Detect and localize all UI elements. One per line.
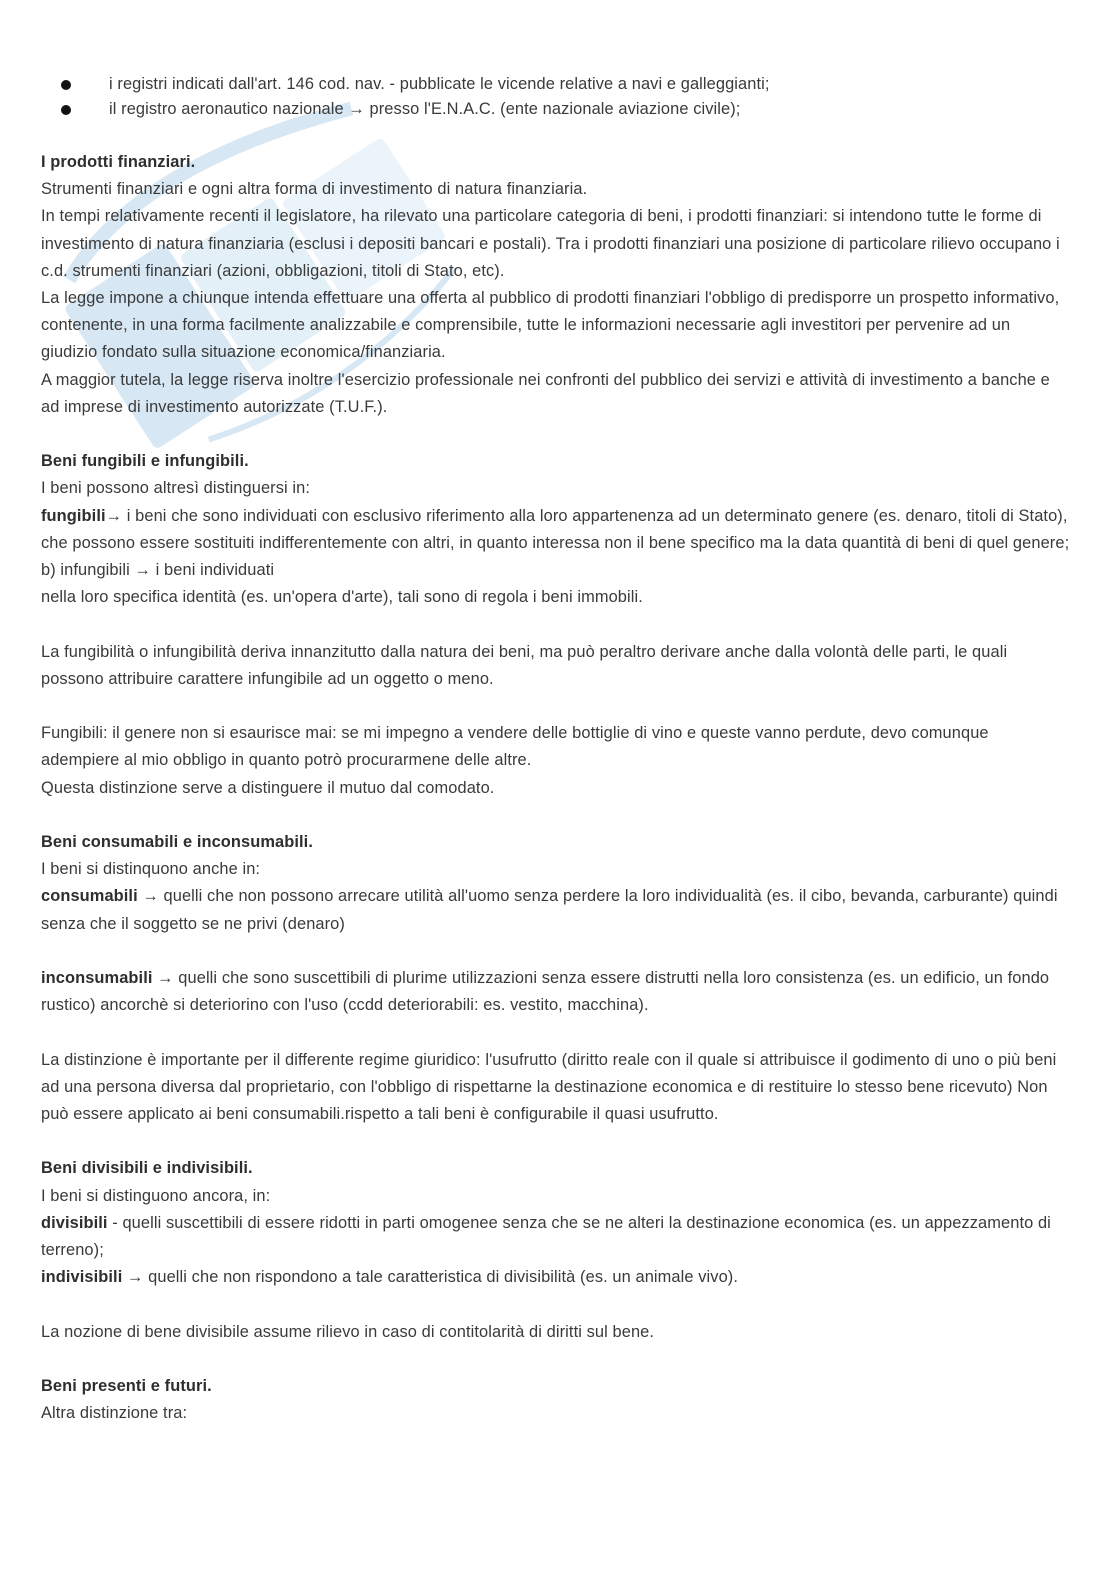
paragraph: La fungibilità o infungibilità deriva innanzitutto dalla natura dei beni, ma può peraltro derivare anche dalla volontà delle parti, le quali possono attribuire carattere infungibile ad un oggetto o meno. [41,642,1008,688]
list-item: il registro aeronautico nazionale → presso l'E.N.A.C. (ente nazionale aviazione civile); [41,97,1071,122]
section-beni-divisibili [41,1155,1071,1345]
paragraph: Strumenti finanziari e ogni altra forma di investimento di natura finanziaria. [41,180,588,199]
section-heading: Beni fungibili e infungibili. [41,452,249,471]
section-heading: I prodotti finanziari. [41,153,196,171]
paragraph: La distinzione è importante per il differente regime giuridico: l'usufrutto (diritto reale con il quale si attribuisce il godimento di uno o più beni ad una persona diversa dal proprietario, con l'obbligo di rispettarne la destinazione economica e di restituire lo stesso bene ricevuto) Non può essere applicato ai beni consumabili.rispetto a tali beni è configurabile il quasi usufrutto. [41,1050,1057,1124]
section-prodotti-finanziari [41,149,1071,421]
section-beni-fungibili [41,448,1071,802]
paragraph: divisibili - quelli suscettibili di essere ridotti in parti omogenee senza che se ne alteri la destinazione economica (es. un appezzamento di terreno); [41,1213,1051,1260]
section-heading: Beni consumabili e inconsumabili. [41,833,313,852]
bullet-icon [61,80,71,90]
term-divisibili: divisibili [41,1213,108,1232]
paragraph: consumabili → quelli che non possono arrecare utilità all'uomo senza perdere la loro individualità (es. il cibo, bevanda, carburante) quindi senza che il soggetto se ne privi (denaro) [41,887,1058,933]
term-fungibili: fungibili [41,506,106,525]
paragraph: I beni si distinquono anche in: [41,860,261,879]
paragraph: nella loro specifica identità (es. un'opera d'arte), tali sono di regola i beni immobili. [41,588,643,607]
paragraph: indivisibili → quelli che non rispondono a tale caratteristica di divisibilità (es. un animale vivo). [41,1268,739,1287]
paragraph: Altra distinzione tra: [41,1404,188,1423]
paragraph: La legge impone a chiunque intenda effettuare una offerta al pubblico di prodotti finanziari l'obbligo di predisporre un prospetto informativo, contenente, in una forma facilmente analizzabile e comprensibile, tutte le informazioni necessarie agli investitori per pervenire ad un giudizio fondato sulla situazione economica/finanziaria. [41,289,1060,362]
paragraph: inconsumabili → quelli che sono suscettibili di plurime utilizzazioni senza essere distrutti nella loro consistenza (es. un edificio, un fondo rustico) ancorchè si deteriorino con l'uso (ccdd deteriorabili: es. vestito, macchina). [41,969,1050,1015]
section-beni-presenti [41,1373,1071,1427]
paragraph: La nozione di bene divisibile assume rilievo in caso di contitolarità di diritti sul bene. [41,1322,655,1341]
paragraph: I beni si distinguono ancora, in: [41,1186,271,1205]
paragraph: In tempi relativamente recenti il legislatore, ha rilevato una particolare categoria di beni, i prodotti finanziari: si intendono tutte le forme di investimento di natura finanziaria (esclusi i depositi bancari e postali). Tra i prodotti finanziari una posizione di particolare rilievo occupano i c.d. strumenti finanziari (azioni, obbligazioni, titoli di Stato, etc). [41,207,1060,280]
paragraph: fungibili→ i beni che sono individuati con esclusivo riferimento alla loro appartenenza ad un determinato genere (es. denaro, titoli di Stato), che possono essere sostituiti indifferentemente con altri, in quanto interessa non il bene specifico ma la data quantità di beni di quel genere; [41,506,1070,552]
list-item: i registri indicati dall'art. 146 cod. nav. - pubblicate le vicende relative a navi e galleggianti; [41,72,1071,97]
paragraph: A maggior tutela, la legge riserva inoltre l'esercizio professionale nei confronti del pubblico dei servizi e attività di investimento a banche e ad imprese di investimento autorizzate (T.U.F.). [41,370,1050,416]
paragraph: Fungibili: il genere non si esaurisce mai: se mi impegno a vendere delle bottiglie di vino e queste vanno perdute, devo comunque adempiere al mio obbligo in quanto potrò procurarmene delle altre. [41,724,989,770]
bullet-icon [61,105,71,115]
paragraph: b) infungibili → i beni individuati [41,561,275,580]
term-indivisibili: indivisibili [41,1268,123,1287]
paragraph: Questa distinzione serve a distinguere il mutuo dal comodato. [41,778,495,797]
term-consumabili: consumabili [41,887,138,906]
section-heading: Beni divisibili e indivisibili. [41,1159,253,1178]
document-page [41,72,1071,1455]
paragraph: I beni possono altresì distinguersi in: [41,479,311,498]
bullet-list [41,72,1071,122]
section-beni-consumabili [41,829,1071,1128]
term-inconsumabili: inconsumabili [41,969,153,988]
section-heading: Beni presenti e futuri. [41,1377,212,1395]
